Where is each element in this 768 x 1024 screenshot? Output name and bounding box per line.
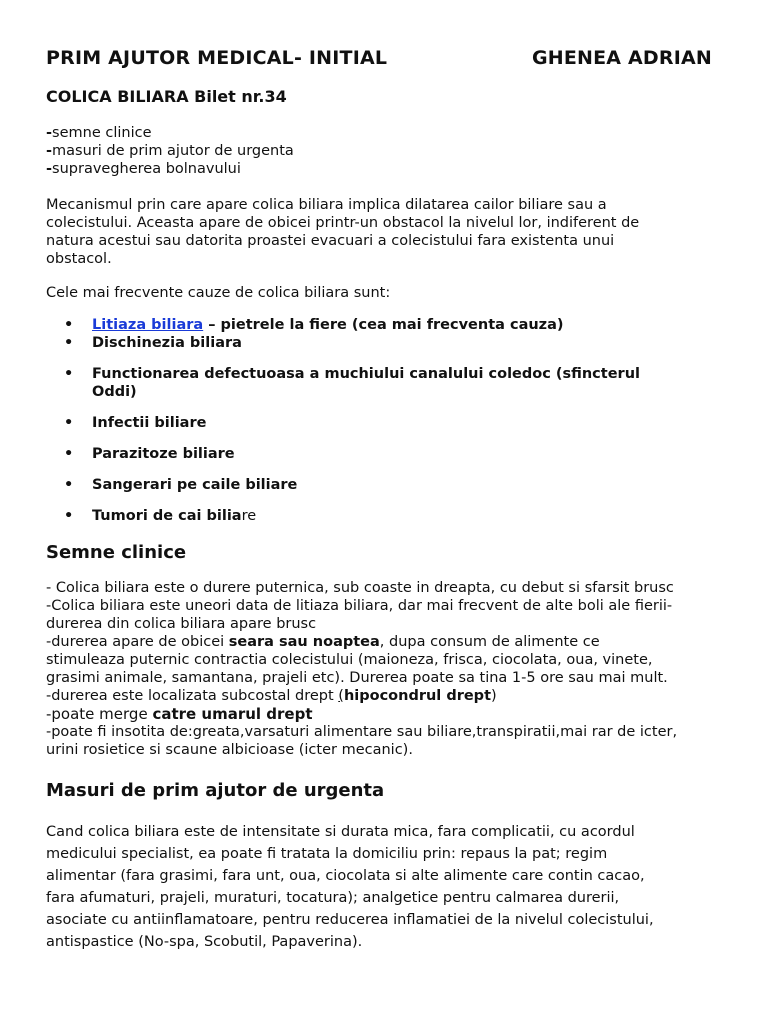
topic-item: -supravegherea bolnavului <box>46 161 241 177</box>
section-heading-measures: Masuri de prim ajutor de urgenta <box>46 780 385 801</box>
bullet: • <box>64 508 74 524</box>
bullet: • <box>64 446 74 462</box>
bullet: • <box>64 477 74 493</box>
list-item: • Infectii biliare <box>64 415 207 431</box>
list-item: • Dischinezia biliara <box>64 335 242 351</box>
causes-intro: Cele mai frecvente cauze de colica biliara sunt: <box>46 285 391 301</box>
document-header <box>46 44 712 72</box>
intro-paragraph: Mecanismul prin care apare colica biliara implica dilatarea cailor biliare sau a colecistului. Aceasta apare de obicei printr-un obstacol la nivelul lor, indiferent de natura acestui sau datorita proastei evacuari a colecistului fara existenta unui obstacol. <box>46 197 640 267</box>
measures-paragraph: Cand colica biliara este de intensitate si durata mica, fara complicatii, cu acordul medicului specialist, ea poate fi tratata la domiciliu prin: repaus la pat; regim alimentar (fara grasimi, fara unt, oua, ciocolata si alte alimente care contin cacao, fara afumaturi, prajeli, muraturi, tocatura); analgetice pentru calmarea durerii, asociate cu antiinflamatoare, pentru reducerea inflamatiei de la nivelul colecistului, antispastice (No-spa, Scobutil, Papaverina). <box>46 824 654 950</box>
bullet: • <box>64 335 74 351</box>
topic-item: -semne clinice <box>46 125 152 141</box>
document-page <box>46 44 726 953</box>
bullet: • <box>64 415 74 431</box>
ticket-subtitle: COLICA BILIARA Bilet nr.34 <box>46 87 287 106</box>
litiaza-link[interactable]: Litiaza biliara <box>92 317 204 333</box>
author-name: GHENEA ADRIAN <box>531 47 712 69</box>
list-item: • Parazitoze biliare <box>64 446 235 462</box>
section-heading-clinical: Semne clinice <box>46 542 187 563</box>
list-item: • Tumori de cai biliare <box>64 508 257 524</box>
list-item: • Sangerari pe caile biliare <box>64 477 298 493</box>
list-item: • Functionarea defectuoasa a muchiului canalului coledoc (sfincterul Oddi) <box>64 366 640 400</box>
topics-list <box>46 124 726 178</box>
document-title: PRIM AJUTOR MEDICAL- INITIAL <box>46 47 388 69</box>
bullet: • <box>64 317 74 333</box>
bullet: • <box>64 366 74 382</box>
topic-item: -masuri de prim ajutor de urgenta <box>46 143 294 159</box>
clinical-text: - Colica biliara este o durere puternica, sub coaste in dreapta, cu debut si sfarsit brusc -Colica biliara este uneori data de litiaza biliara, dar mai frecvent de alte boli ale fierii- durerea din colica biliara apare brusc -durerea apare de obicei seara sau noaptea, dupa consum de alimente ce stimuleaza puternic contractia colecistului (maioneza, frisca, ciocolata, oua, vinete, grasimi animale, samantana, prajeli etc). Durerea poate sa tina 1-5 ore sau mai mult. -durerea este localizata subcostal drept (hipocondrul drept) -poate merge catre umarul drept -poate fi insotita de:greata,varsaturi alimentare sau biliare,transpiratii,mai rar de icter, urini rosietice si scaune albicioase (icter mecanic). <box>46 580 678 758</box>
causes-list <box>46 316 726 525</box>
list-item: • Litiaza biliara – pietrele la fiere (cea mai frecventa cauza) <box>64 317 564 333</box>
